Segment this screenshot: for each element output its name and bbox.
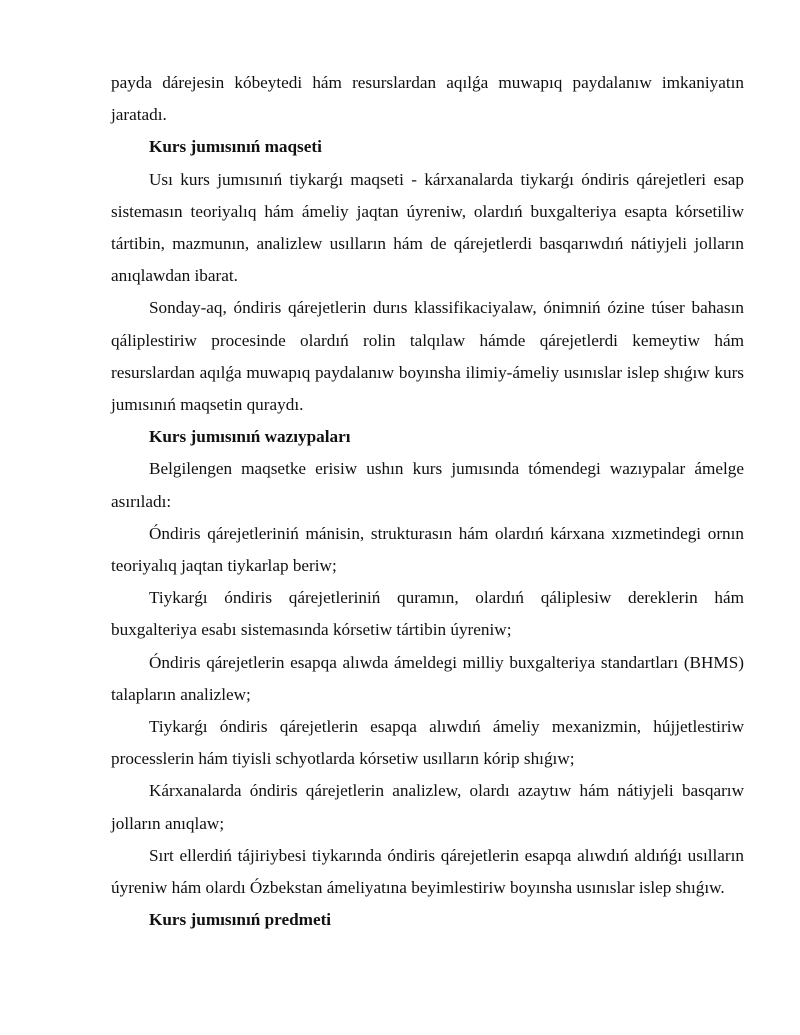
task-item-5: Kárxanalarda óndiris qárejetlerin analizlew, olardı azaytıw hám nátiyjeli basqarıw jolların anıqlaw; xyxy=(111,781,744,833)
paragraph-waziypalari-intro: Belgilengen maqsetke erisiw ushın kurs jumısında tómendegi wazıypalar ámelge asırıladı: xyxy=(111,459,744,511)
document-page xyxy=(111,67,744,936)
heading-predmeti: Kurs jumısınıń predmeti xyxy=(149,910,332,930)
task-item-1: Óndiris qárejetleriniń mánisin, strukturasın hám olardıń kárxana xızmetindegi ornın teoriyalıq jaqtan tiykarlap beriw; xyxy=(111,523,744,576)
paragraph-continuation: payda dárejesin kóbeytedi hám resurslardan aqılǵa muwapıq paydalanıw imkaniyatın jaratadı. xyxy=(111,73,744,125)
paragraph-maqseti-1: Usı kurs jumısınıń tiykarǵı maqseti - kárxanalarda tiykarǵı óndiris qárejetleri esap sistemasın teoriyalıq hám ámeliy jaqtan úyreniw, olardıń buxgalteriya esapta kórsetiliw tártibin, mazmunın, analizlew usılların hám de qárejetlerdi basqarıwdıń nátiyjeli jolların anıqlawdan ibarat. xyxy=(111,169,744,286)
heading-maqseti: Kurs jumısınıń maqseti xyxy=(149,137,322,157)
heading-waziypalari: Kurs jumısınıń wazıypaları xyxy=(149,427,351,447)
task-item-2: Tiykarǵı óndiris qárejetleriniń quramın, olardıń qáliplesiw dereklerin hám buxgalteriya esabı sistemasında kórsetiw tártibin úyreniw; xyxy=(111,588,744,640)
task-item-4: Tiykarǵı óndiris qárejetlerin esapqa alıwdıń ámeliy mexanizmin, hújjetlestiriw processlerin hám tiyisli schyotlarda kórsetiw usılların kórip shıǵıw; xyxy=(111,717,744,769)
paragraph-maqseti-2: Sonday-aq, óndiris qárejetlerin durıs klassifikaciyalaw, ónimniń ózine túser bahasın qáliplestiriw procesinde olardıń rolin talqılaw hámde qárejetlerdi kemeytiw hám resurslardan aqılǵa muwapıq paydalanıw boyınsha ilimiy-ámeliy usınıslar islep shıǵıw kurs jumısınıń maqsetin quraydı. xyxy=(111,298,744,415)
task-item-3: Óndiris qárejetlerin esapqa alıwda ámeldegi milliy buxgalteriya standartları (BHMS) talapların analizlew; xyxy=(111,652,744,704)
task-item-6: Sırt ellerdiń tájiriybesi tiykarında óndiris qárejetlerin esapqa alıwdıń aldıńǵı usılların úyreniw hám olardı Ózbekstan ámeliyatına beyimlestiriw boyınsha usınıslar islep shıǵıw. xyxy=(111,845,744,898)
